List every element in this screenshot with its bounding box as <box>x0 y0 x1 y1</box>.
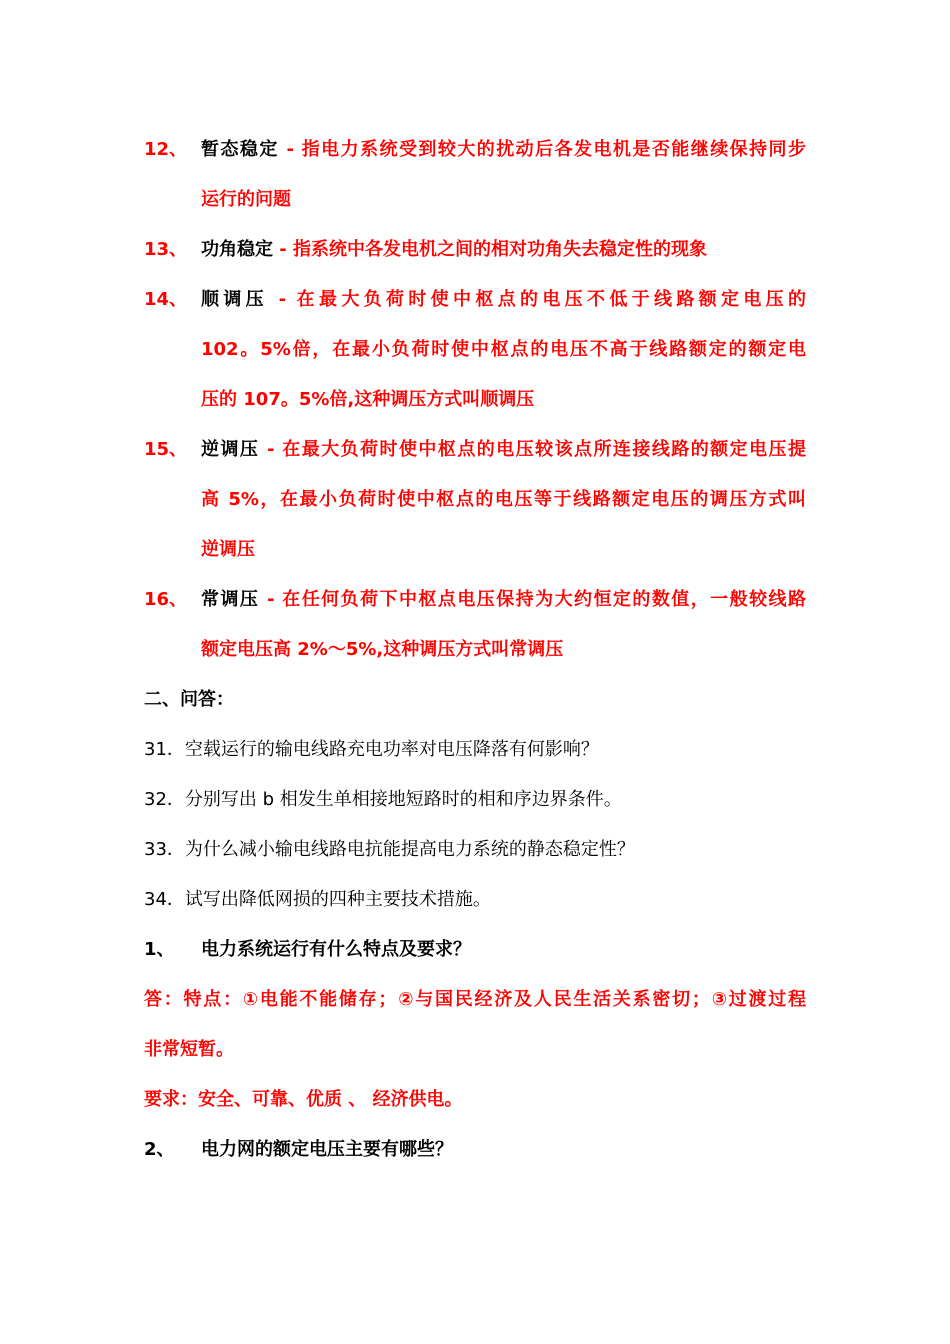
answer-requirements: 要求：安全、可靠、优质 、 经济供电。 <box>144 1089 463 1110</box>
qa-number: 2、 <box>144 1139 175 1160</box>
qa-question-text: 电力网的额定电压主要有哪些？ <box>201 1139 453 1160</box>
qa-number: 1、 <box>144 939 175 960</box>
definition-text: 指系统中各发电机之间的相对功角失去稳定性的现象 <box>293 239 708 260</box>
definition-line: 顺调压 - 在最大负荷时使中枢点的电压不低于线路额定电压的 <box>201 289 806 310</box>
definition-term: 逆调压 <box>201 439 260 460</box>
definition-text: 在任何负荷下中枢点电压保持为大约恒定的数值，一般较线路 <box>282 589 806 610</box>
item-number: 13、 <box>144 239 188 260</box>
answer-features: 答：特点：①电能不能储存；②与国民经济及人民生活关系密切；③过渡过程 <box>144 989 806 1010</box>
item-number: 14、 <box>144 289 188 310</box>
item-number: 12、 <box>144 139 188 160</box>
definition-text: 高 5%，在最小负荷时使中枢点的电压等于线路额定电压的调压方式叫 <box>201 489 806 510</box>
qa-question-text: 电力系统运行有什么特点及要求？ <box>201 939 471 960</box>
question-item: 33．为什么减小输电线路电抗能提高电力系统的静态稳定性？ <box>144 839 635 860</box>
definition-line: 常调压 - 在任何负荷下中枢点电压保持为大约恒定的数值，一般较线路 <box>201 589 806 610</box>
question-item: 31．空载运行的输电线路充电功率对电压降落有何影响？ <box>144 739 599 760</box>
definition-text: 运行的问题 <box>201 189 291 210</box>
section-title: 二、问答： <box>144 689 234 710</box>
definition-text: 在最大负荷时使中枢点的电压较该点所连接线路的额定电压提 <box>282 439 806 460</box>
item-number: 16、 <box>144 589 188 610</box>
definition-term: 暂态稳定 <box>201 139 279 160</box>
definition-text: 在最大负荷时使中枢点的电压不低于线路额定电压的 <box>296 289 806 310</box>
definition-term: 顺调压 <box>201 289 268 310</box>
question-item: 32．分别写出 b 相发生单相接地短路时的相和序边界条件。 <box>144 789 622 810</box>
definition-text: 102。5%倍，在最小负荷时使中枢点的电压不高于线路额定的额定电 <box>201 339 806 360</box>
definition-text: 指电力系统受到较大的扰动后各发电机是否能继续保持同步 <box>301 139 806 160</box>
definition-line: 逆调压 - 在最大负荷时使中枢点的电压较该点所连接线路的额定电压提 <box>201 439 806 460</box>
definition-text: 压的 107。5%倍,这种调压方式叫顺调压 <box>201 389 535 410</box>
item-number: 15、 <box>144 439 188 460</box>
question-item: 34．试写出降低网损的四种主要技术措施。 <box>144 889 491 910</box>
definition-text: 逆调压 <box>201 539 255 560</box>
definition-term: 功角稳定 <box>201 239 273 260</box>
definition-line: 暂态稳定 - 指电力系统受到较大的扰动后各发电机是否能继续保持同步 <box>201 139 806 160</box>
definition-line: 功角稳定 - 指系统中各发电机之间的相对功角失去稳定性的现象 <box>201 239 708 260</box>
definition-term: 常调压 <box>201 589 260 610</box>
definition-text: 额定电压高 2%～5%,这种调压方式叫常调压 <box>201 639 564 660</box>
answer-features-cont: 非常短暂。 <box>144 1039 234 1060</box>
